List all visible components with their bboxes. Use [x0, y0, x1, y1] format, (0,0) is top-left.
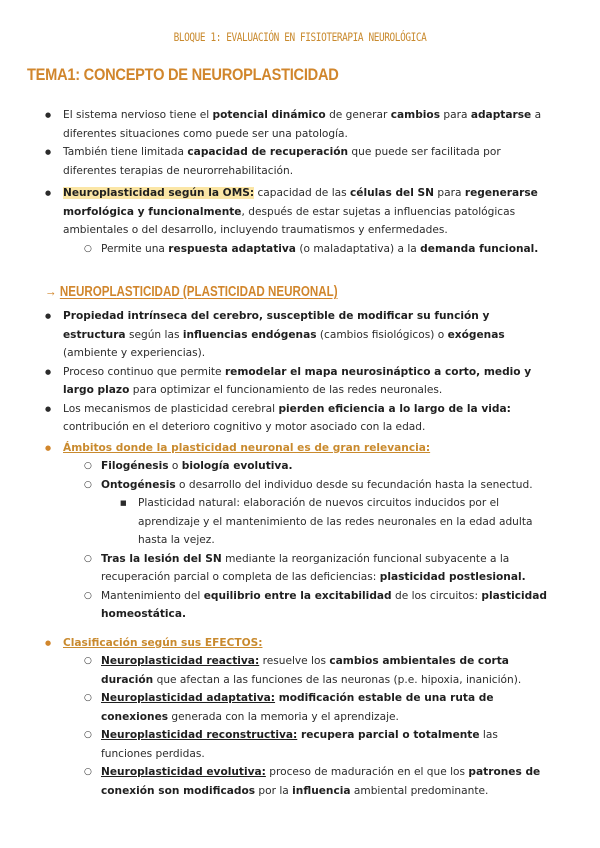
list-subitem: ○ Filogénesis o biología evolutiva. [0, 457, 600, 476]
efectos-heading: ● Clasificación según sus EFECTOS: [0, 634, 600, 653]
list-subitem: ○ Ontogénesis o desarrollo del individuo desde su fecundación hasta la senectud. [0, 476, 600, 495]
list-subsubitem: ■ Plasticidad natural: elaboración de nuevos circuitos inducidos por el aprendizaje y el mantenimiento de las redes neuronales en la edad adulta hasta la vejez. [0, 494, 600, 550]
list-item: ● Los mecanismos de plasticidad cerebral pierden eficiencia a lo largo de la vida: contribución en el deterioro cognitivo y motor asociado con la edad. [0, 400, 600, 437]
oms-definition: ● Neuroplasticidad según la OMS: capacidad de las células del SN para regenerarse morfológica y funcionalmente, después de estar sujetas a influencias patológicas ambientales o del desarrollo, incluyendo traumatismos y enfermedades. [0, 184, 600, 240]
arrow-icon: → [45, 284, 57, 300]
list-item: ● Proceso continuo que permite remodelar el mapa neurosináptico a corto, medio y largo plazo para optimizar el funcionamiento de las redes neuronales. [0, 363, 600, 400]
list-item: ● Propiedad intrínseca del cerebro, susceptible de modificar su función y estructura según las influencias endógenas (cambios fisiológicos) o exógenas (ambiente y experiencias). [0, 307, 600, 363]
page-title: TEMA1: CONCEPTO DE NEUROPLASTICIDAD [27, 65, 339, 84]
list-subitem: ○ Neuroplasticidad adaptativa: modificación estable de una ruta de conexiones generada con la memoria y el aprendizaje. [0, 689, 600, 726]
list-subitem: ○ Neuroplasticidad reactiva: resuelve los cambios ambientales de corta duración que afectan a las funciones de las neuronas (p.e. hipoxia, inanición). [0, 652, 600, 689]
neuroplasticity-list [0, 307, 600, 800]
section-heading: → NEUROPLASTICIDAD (PLASTICIDAD NEURONAL) [45, 284, 338, 300]
intro-list [0, 106, 600, 258]
highlight: Neuroplasticidad según la OMS: [63, 187, 255, 199]
list-item: ● El sistema nervioso tiene el potencial dinámico de generar cambios para adaptarse a diferentes situaciones como puede ser una patología. [0, 106, 600, 143]
list-subitem: ○ Permite una respuesta adaptativa (o maladaptativa) a la demanda funcional. [0, 240, 600, 259]
list-subitem: ○ Tras la lesión del SN mediante la reorganización funcional subyacente a la recuperación parcial o completa de las deficiencias: plasticidad postlesional. [0, 550, 600, 587]
page-header: BLOQUE 1: EVALUACIÓN EN FISIOTERAPIA NEUROLÓGICA [173, 30, 427, 44]
ambitos-heading: ● Ámbitos donde la plasticidad neuronal es de gran relevancia: [0, 439, 600, 458]
list-subitem: ○ Neuroplasticidad reconstructiva: recupera parcial o totalmente las funciones perdidas. [0, 726, 600, 763]
list-subitem: ○ Neuroplasticidad evolutiva: proceso de maduración en el que los patrones de conexión son modificados por la influencia ambiental predominante. [0, 763, 600, 800]
list-item: ● También tiene limitada capacidad de recuperación que puede ser facilitada por diferentes terapias de neurorrehabilitación. [0, 143, 600, 180]
list-subitem: ○ Mantenimiento del equilibrio entre la excitabilidad de los circuitos: plasticidad homeostática. [0, 587, 600, 624]
